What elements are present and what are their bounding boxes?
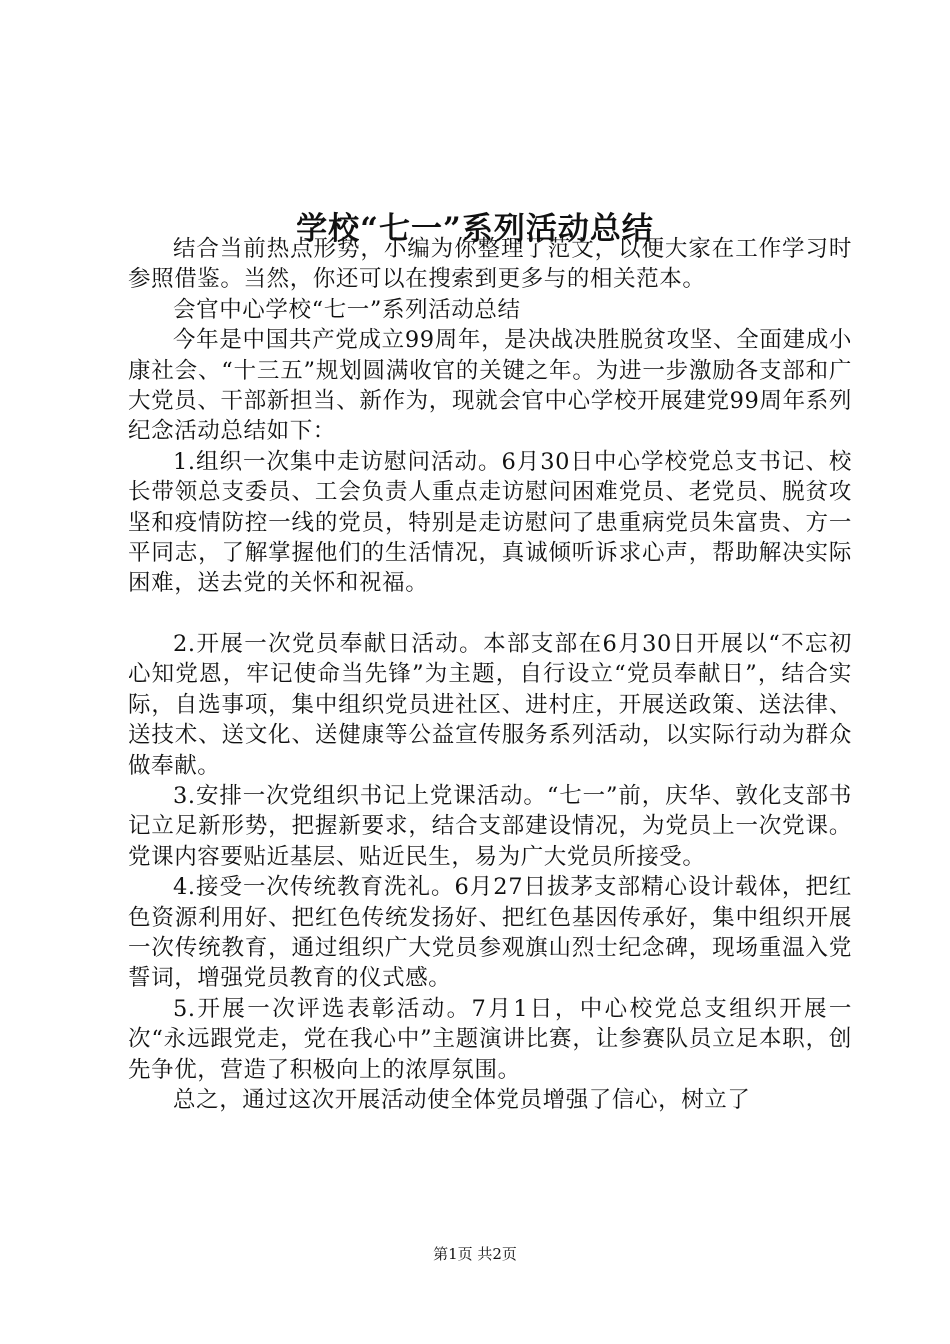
- item-2-paragraph: 2.开展一次党员奉献日活动。本部支部在6月30日开展以“不忘初心知党恩，牢记使命当先锋”为主题，自行设立“党员奉献日”，结合实际，自选事项，集中组织党员进社区、进村庄，开展送政策、送法律、送技术、送文化、送健康等公益宣传服务系列活动，以实际行动为群众做奉献。: [128, 630, 852, 779]
- subtitle-paragraph: 会官中心学校“七一”系列活动总结: [173, 296, 521, 323]
- overview-paragraph: 今年是中国共产党成立99周年，是决战决胜脱贫攻坚、全面建成小康社会、“十三五”规划圆满收官的关键之年。为进一步激励各支部和广大党员、干部新担当、新作为，现就会官中心学校开展建党99周年系列纪念活动总结如下：: [128, 327, 852, 445]
- conclusion-paragraph: 总之，通过这次开展活动使全体党员增强了信心，树立了: [173, 1086, 751, 1113]
- item-5-paragraph: 5.开展一次评选表彰活动。7月1日，中心校党总支组织开展一次“永远跟党走，党在我心中”主题演讲比赛，让参赛队员立足本职，创先争优，营造了积极向上的浓厚氛围。: [128, 995, 852, 1083]
- document-title: 学校“七一”系列活动总结: [296, 210, 654, 247]
- item-4-paragraph: 4.接受一次传统教育洗礼。6月27日拔茅支部精心设计载体，把红色资源利用好、把红色传统发扬好、把红色基因传承好，集中组织开展一次传统教育，通过组织广大党员参观旗山烈士纪念碑，现场重温入党誓词，增强党员教育的仪式感。: [128, 874, 852, 992]
- intro-paragraph: 结合当前热点形势，小编为你整理了范文，以便大家在工作学习时参照借鉴。当然，你还可以在搜索到更多与的相关范本。: [128, 236, 852, 293]
- item-1-paragraph: 1.组织一次集中走访慰问活动。6月30日中心学校党总支书记、校长带领总支委员、工会负责人重点走访慰问困难党员、老党员、脱贫攻坚和疫情防控一线的党员，特别是走访慰问了患重病党员朱富贵、方一平同志，了解掌握他们的生活情况，真诚倾听诉求心声，帮助解决实际困难，送去党的关怀和祝福。: [128, 448, 852, 597]
- document-body: [128, 234, 852, 1115]
- page-indicator: 第1页 共2页: [433, 1245, 517, 1263]
- item-3-paragraph: 3.安排一次党组织书记上党课活动。“七一”前，庆华、敦化支部书记立足新形势，把握新要求，结合支部建设情况，为党员上一次党课。党课内容要贴近基层、贴近民生，易为广大党员所接受。: [128, 782, 852, 870]
